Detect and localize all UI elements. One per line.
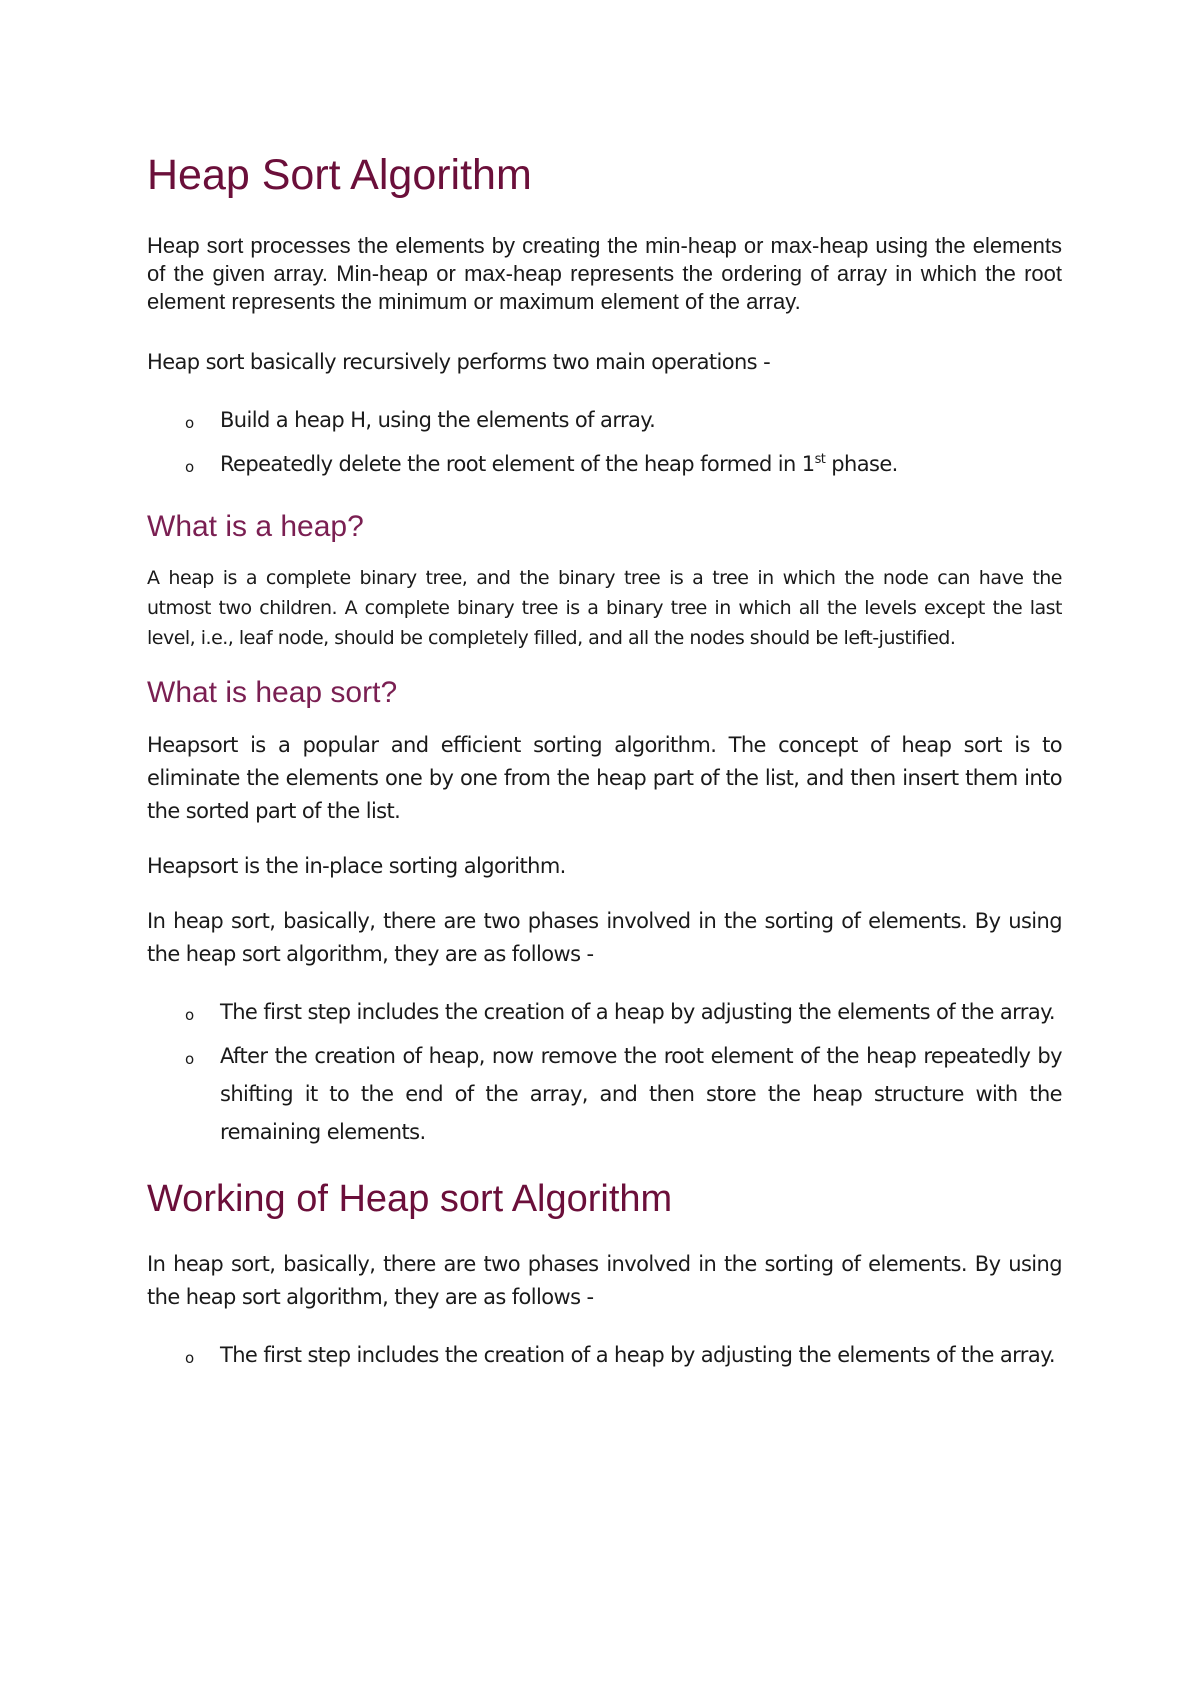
list-item-text: The first step includes the creation of a heap by adjusting the elements of the array. [220, 1343, 1056, 1368]
document-page [147, 150, 1062, 1400]
bullet-icon: o [185, 1049, 194, 1068]
ordinal-suffix: st [814, 451, 826, 467]
page-title: Heap Sort Algorithm [147, 151, 532, 199]
list-item [147, 993, 1062, 1031]
list-item-text: Repeatedly delete the root element of the heap formed in 1 [220, 451, 815, 476]
operations-list [147, 401, 1062, 483]
list-item [147, 1336, 1062, 1374]
heap-definition-paragraph: A heap is a complete binary tree, and the binary tree is a tree in which the node can have the utmost two children. A complete binary tree is a binary tree in which all the levels except the last level, i.e., leaf node, should be completely filled, and all the nodes should be left-justified. [147, 566, 1062, 649]
heading-what-is-heap: What is a heap? [147, 509, 364, 543]
operations-lead: Heap sort basically recursively performs two main operations - [147, 349, 771, 374]
heapsort-paragraph-2: Heapsort is the in-place sorting algorithm. [147, 853, 566, 878]
bullet-icon: o [185, 1349, 194, 1368]
working-phases-list [147, 1336, 1062, 1374]
bullet-icon: o [185, 457, 194, 476]
heapsort-paragraph-1: Heapsort is a popular and efficient sorting algorithm. The concept of heap sort is to eliminate the elements one by one from the heap part of the list, and then insert them into the sorted part of the list. [147, 732, 1062, 823]
bullet-icon: o [185, 413, 194, 432]
heading-what-is-heap-sort: What is heap sort? [147, 675, 398, 709]
bullet-icon: o [185, 1005, 194, 1024]
heapsort-phases-list [147, 993, 1062, 1151]
list-item-text-end: phase. [825, 451, 898, 476]
list-item-text: The first step includes the creation of a heap by adjusting the elements of the array. [220, 999, 1056, 1024]
working-paragraph-1: In heap sort, basically, there are two phases involved in the sorting of elements. By using the heap sort algorithm, they are as follows - [147, 1252, 1062, 1310]
list-item-text: After the creation of heap, now remove the root element of the heap repeatedly by shifting it to the end of the array, and then store the heap structure with the remaining elements. [220, 1043, 1062, 1144]
list-item [147, 445, 1062, 483]
heapsort-paragraph-3: In heap sort, basically, there are two phases involved in the sorting of elements. By using the heap sort algorithm, they are as follows - [147, 908, 1062, 966]
heading-working-of-heap-sort: Working of Heap sort Algorithm [147, 1177, 673, 1220]
list-item [147, 401, 1062, 439]
list-item-text: Build a heap H, using the elements of array. [220, 407, 656, 432]
intro-paragraph: Heap sort processes the elements by creating the min-heap or max-heap using the elements of the given array. Min-heap or max-heap represents the ordering of array in which the root element represents the minimum or maximum element of the array. [147, 232, 1062, 314]
list-item [147, 1037, 1062, 1151]
